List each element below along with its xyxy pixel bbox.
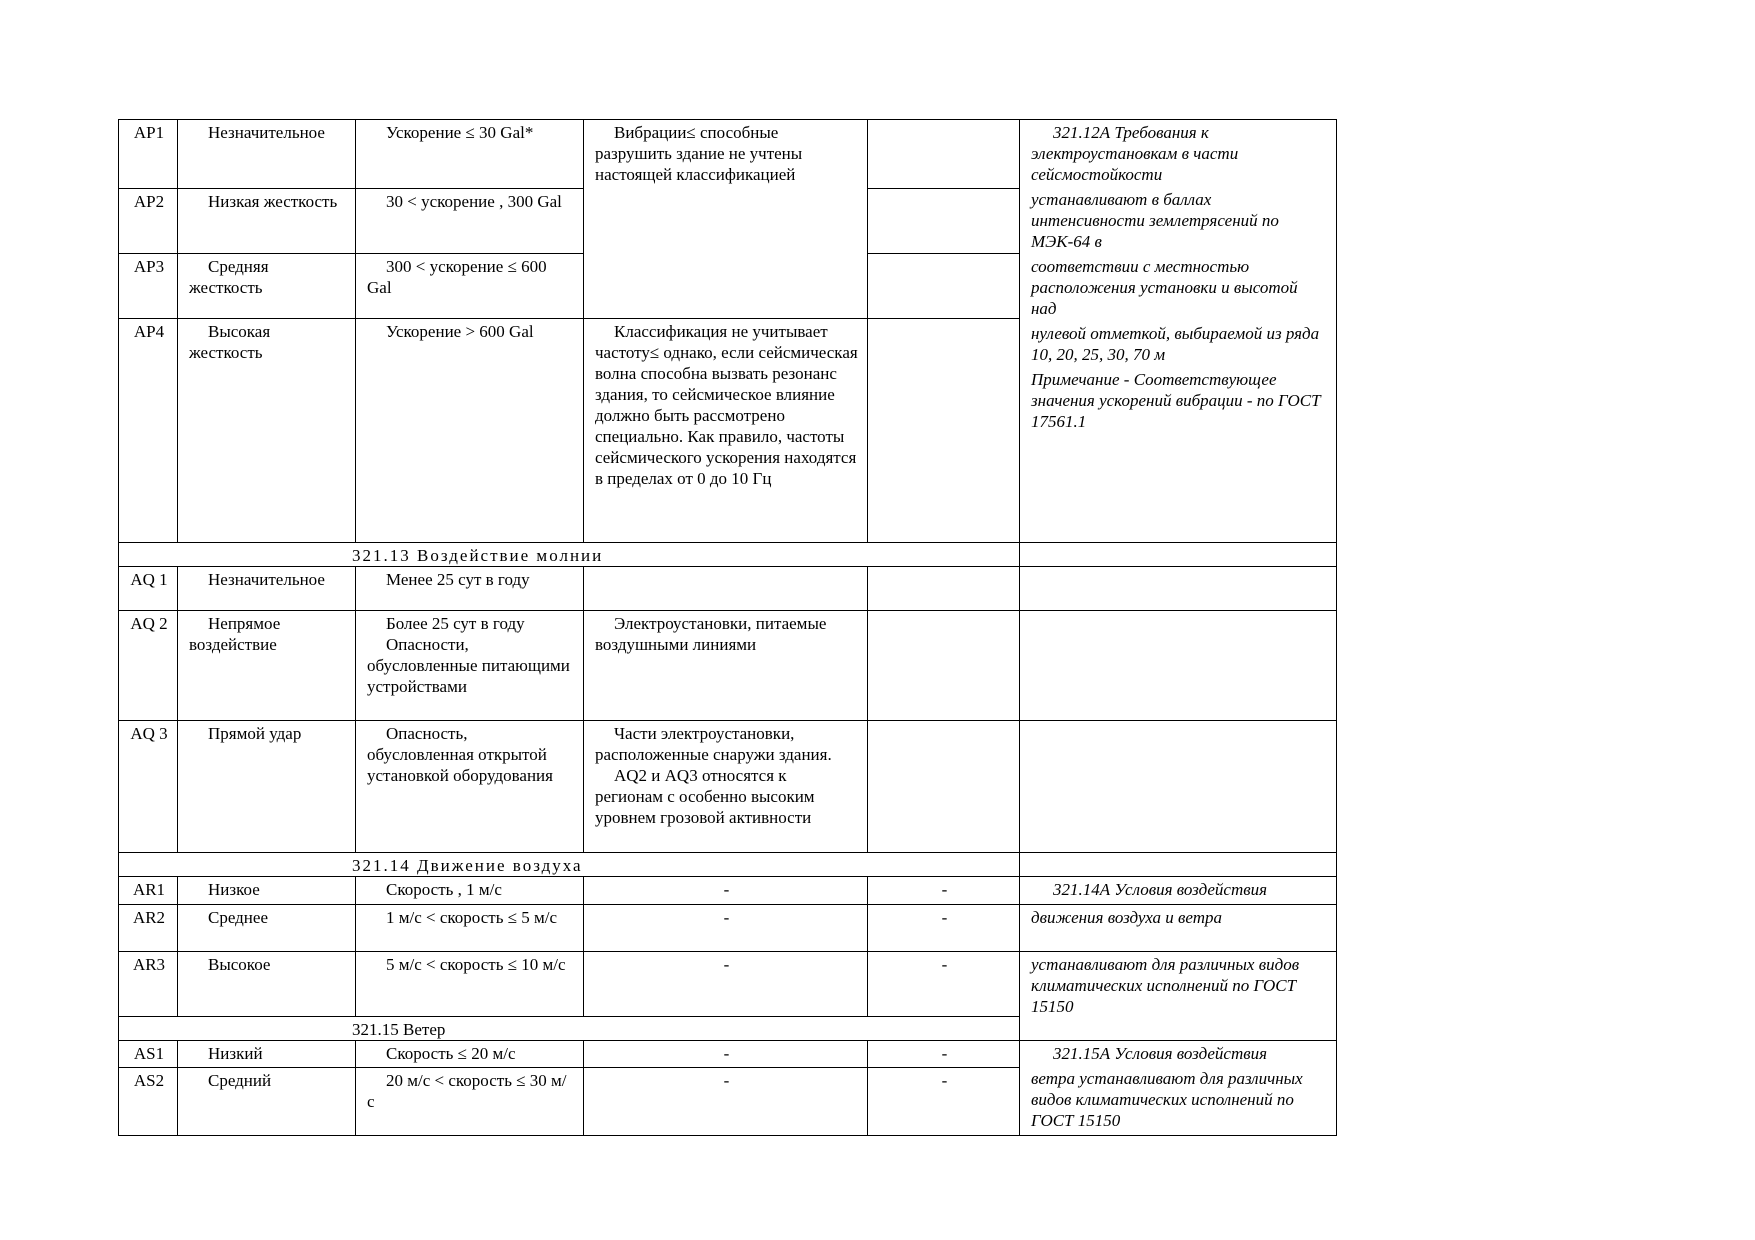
note-text: 321.12А Требования к электроустановкам в части сейсмостойкости bbox=[1031, 123, 1239, 184]
table-row bbox=[119, 611, 1337, 721]
section-heading bbox=[119, 543, 1020, 567]
name-cell: Средняя жесткость bbox=[178, 254, 356, 319]
name-cell: Прямой удар bbox=[178, 721, 356, 853]
description-cell: Вибрации≤ способные разрушить здание не учтены настоящей классификацией bbox=[584, 120, 868, 319]
note-text: устанавливают в баллах интенсивности землетрясений по МЭК-64 в bbox=[1031, 190, 1279, 251]
note-text: 321.15А Условия воздействия bbox=[1053, 1044, 1268, 1063]
code-cell: AP4 bbox=[119, 319, 178, 543]
code-cell: AQ 3 bbox=[119, 721, 178, 853]
value-cell bbox=[356, 611, 584, 721]
empty-cell bbox=[868, 319, 1020, 543]
value-cell: 30 < ускорение , 300 Gal bbox=[356, 189, 584, 254]
name-cell: Средний bbox=[178, 1068, 356, 1136]
empty-cell bbox=[868, 567, 1020, 611]
description-cell bbox=[584, 567, 868, 611]
note-text: ветра устанавливают для различных видов климатических исполнений по ГОСТ 15150 bbox=[1031, 1069, 1303, 1130]
section-heading bbox=[119, 853, 1020, 877]
name-cell: Низкая жесткость bbox=[178, 189, 356, 254]
section-row bbox=[119, 853, 1337, 877]
value-cell: Ускорение > 600 Gal bbox=[356, 319, 584, 543]
extra-cell: - bbox=[868, 952, 1020, 1017]
value-cell: 20 м/с < скорость ≤ 30 м/с bbox=[356, 1068, 584, 1136]
note-text: устанавливают для различных видов климатических исполнений по ГОСТ 15150 bbox=[1031, 955, 1300, 1016]
code-cell: AR2 bbox=[119, 905, 178, 952]
table-row bbox=[119, 905, 1337, 952]
empty-cell bbox=[1020, 853, 1337, 877]
table-row bbox=[119, 952, 1337, 1017]
value-cell: Опасность, обусловленная открытой установкой оборудования bbox=[356, 721, 584, 853]
empty-cell bbox=[1020, 611, 1337, 721]
code-cell: AP3 bbox=[119, 254, 178, 319]
extra-cell: - bbox=[868, 1041, 1020, 1068]
table-row bbox=[119, 1041, 1337, 1068]
description-cell: - bbox=[584, 1068, 868, 1136]
value-cell: Скорость ≤ 20 м/с bbox=[356, 1041, 584, 1068]
name-cell: Незначительное bbox=[178, 120, 356, 189]
section-title: 321.14 Движение воздуха bbox=[352, 856, 583, 875]
value-text: Опасности, обусловленные питающими устройствами bbox=[367, 635, 570, 696]
empty-cell bbox=[868, 120, 1020, 189]
description-cell: Классификация не учитывает частоту≤ однако, если сейсмическая волна способна вызвать резонанс здания, то сейсмическое влияние должно быть рассмотрено специально. Как правило, частоты сейсмического ускорения находятся в пределах от 0 до 10 Гц bbox=[584, 319, 868, 543]
note-text: нулевой отметкой, выбираемой из ряда 10, 20, 25, 30, 70 м bbox=[1031, 324, 1320, 364]
code-cell: AS1 bbox=[119, 1041, 178, 1068]
section-row bbox=[119, 543, 1337, 567]
classification-table bbox=[118, 119, 1337, 1136]
value-text: Более 25 сут в году bbox=[386, 614, 525, 633]
value-cell: Менее 25 сут в году bbox=[356, 567, 584, 611]
empty-cell bbox=[868, 254, 1020, 319]
code-cell: AQ 1 bbox=[119, 567, 178, 611]
description-cell: - bbox=[584, 905, 868, 952]
extra-cell: - bbox=[868, 877, 1020, 905]
empty-cell bbox=[868, 611, 1020, 721]
code-cell: AR3 bbox=[119, 952, 178, 1017]
note-text: движения воздуха и ветра bbox=[1031, 908, 1223, 927]
value-cell: Ускорение ≤ 30 Gal* bbox=[356, 120, 584, 189]
note-cell bbox=[1020, 905, 1337, 952]
section-title: 321.13 Воздействие молнии bbox=[352, 546, 604, 565]
value-cell: Скорость , 1 м/с bbox=[356, 877, 584, 905]
table-row bbox=[119, 721, 1337, 853]
name-cell: Высокое bbox=[178, 952, 356, 1017]
description-cell: - bbox=[584, 1041, 868, 1068]
extra-cell: - bbox=[868, 905, 1020, 952]
description-cell: - bbox=[584, 952, 868, 1017]
description-cell: - bbox=[584, 877, 868, 905]
empty-cell bbox=[1020, 543, 1337, 567]
code-cell: AR1 bbox=[119, 877, 178, 905]
description-cell: Электроустановки, питаемые воздушными линиями bbox=[584, 611, 868, 721]
name-cell: Низкое bbox=[178, 877, 356, 905]
table-row bbox=[119, 567, 1337, 611]
name-cell: Высокая жесткость bbox=[178, 319, 356, 543]
note-cell bbox=[1020, 952, 1337, 1041]
note-text: 321.14А Условия воздействия bbox=[1053, 880, 1268, 899]
note-text: Примечание - Соответствующее значения ускорений вибрации - по ГОСТ 17561.1 bbox=[1031, 370, 1321, 431]
note-cell bbox=[1020, 120, 1337, 543]
note-cell bbox=[1020, 1041, 1337, 1136]
code-cell: AP1 bbox=[119, 120, 178, 189]
name-cell: Незначительное bbox=[178, 567, 356, 611]
empty-cell bbox=[1020, 721, 1337, 853]
section-heading bbox=[119, 1017, 1020, 1041]
description-text: Части электроустановки, расположенные снаружи здания. bbox=[595, 724, 832, 764]
table-row bbox=[119, 120, 1337, 189]
note-cell bbox=[1020, 877, 1337, 905]
value-cell: 5 м/с < скорость ≤ 10 м/с bbox=[356, 952, 584, 1017]
value-cell: 300 < ускорение ≤ 600 Gal bbox=[356, 254, 584, 319]
code-cell: AS2 bbox=[119, 1068, 178, 1136]
extra-cell: - bbox=[868, 1068, 1020, 1136]
value-cell: 1 м/с < скорость ≤ 5 м/с bbox=[356, 905, 584, 952]
code-cell: AQ 2 bbox=[119, 611, 178, 721]
empty-cell bbox=[868, 189, 1020, 254]
empty-cell bbox=[1020, 567, 1337, 611]
note-text: соответствии с местностью расположения установки и высотой над bbox=[1031, 257, 1298, 318]
name-cell: Непрямое воздействие bbox=[178, 611, 356, 721]
section-title: 321.15 Ветер bbox=[352, 1020, 446, 1039]
table-row bbox=[119, 877, 1337, 905]
code-cell: AP2 bbox=[119, 189, 178, 254]
empty-cell bbox=[868, 721, 1020, 853]
description-text: AQ2 и AQ3 относятся к регионам с особенно высоким уровнем грозовой активности bbox=[595, 766, 815, 827]
name-cell: Среднее bbox=[178, 905, 356, 952]
name-cell: Низкий bbox=[178, 1041, 356, 1068]
description-cell bbox=[584, 721, 868, 853]
